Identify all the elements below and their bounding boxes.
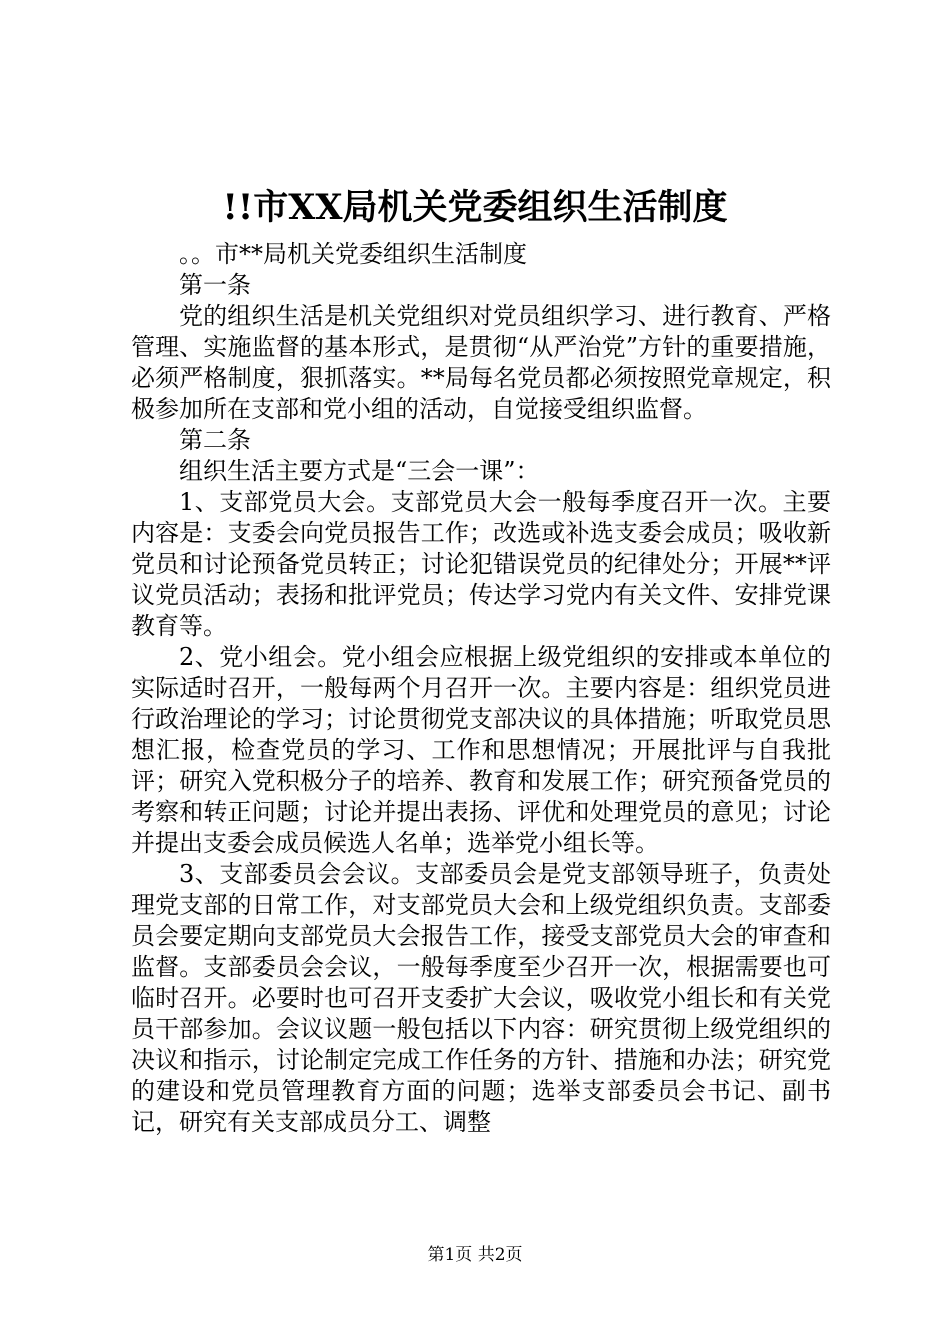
document-title: !!市XX局机关党委组织生活制度 — [222, 187, 728, 228]
document-body — [131, 239, 831, 1138]
paragraph-article-2-heading: 第二条 — [179, 426, 251, 454]
paragraph-item-1: 1、支部党员大会。支部党员大会一般每季度召开一次。主要内容是：支委会向党员报告工作；改选或补选支委会成员；吸收新党员和讨论预备党员转正；讨论犯错误党员的纪律处分；开展**评议党员活动；表扬和批评党员；传达学习党内有关文件、安排党课教育等。 — [131, 488, 831, 640]
paragraph-article-2-intro: 组织生活主要方式是“三会一课”： — [179, 457, 540, 485]
paragraph-item-2: 2、党小组会。党小组会应根据上级党组织的安排或本单位的实际适时召开，一般每两个月召开一次。主要内容是：组织党员进行政治理论的学习；讨论贯彻党支部决议的具体措施；听取党员思想汇报，检查党员的学习、工作和思想情况；开展批评与自我批评；研究入党积极分子的培养、教育和发展工作；研究预备党员的考察和转正问题；讨论并提出表扬、评优和处理党员的意见；讨论并提出支委会成员候选人名单；选举党小组长等。 — [131, 643, 831, 857]
paragraph-article-1-body: 党的组织生活是机关党组织对党员组织学习、进行教育、严格管理、实施监督的基本形式，是贯彻“从严治党”方针的重要措施，必须严格制度，狠抓落实。**局每名党员都必须按照党章规定，积极参加所在支部和党小组的活动，自觉接受组织监督。 — [131, 302, 831, 423]
paragraph-article-1-heading: 第一条 — [179, 271, 251, 299]
paragraph-subtitle: 。。市**局机关党委组织生活制度 — [179, 240, 527, 268]
paragraph-item-3: 3、支部委员会会议。支部委员会是党支部领导班子，负责处理党支部的日常工作，对支部党员大会和上级党组织负责。支部委员会要定期向支部党员大会报告工作，接受支部党员大会的审查和监督。支部委员会会议，一般每季度至少召开一次，根据需要也可临时召开。必要时也可召开支委扩大会议，吸收党小组长和有关党员干部参加。会议议题一般包括以下内容：研究贯彻上级党组织的决议和指示，讨论制定完成工作任务的方针、措施和办法；研究党的建设和党员管理教育方面的问题；选举支部委员会书记、副书记，研究有关支部成员分工、调整 — [131, 860, 831, 1136]
page-number-footer: 第1页 共2页 — [427, 1245, 523, 1265]
